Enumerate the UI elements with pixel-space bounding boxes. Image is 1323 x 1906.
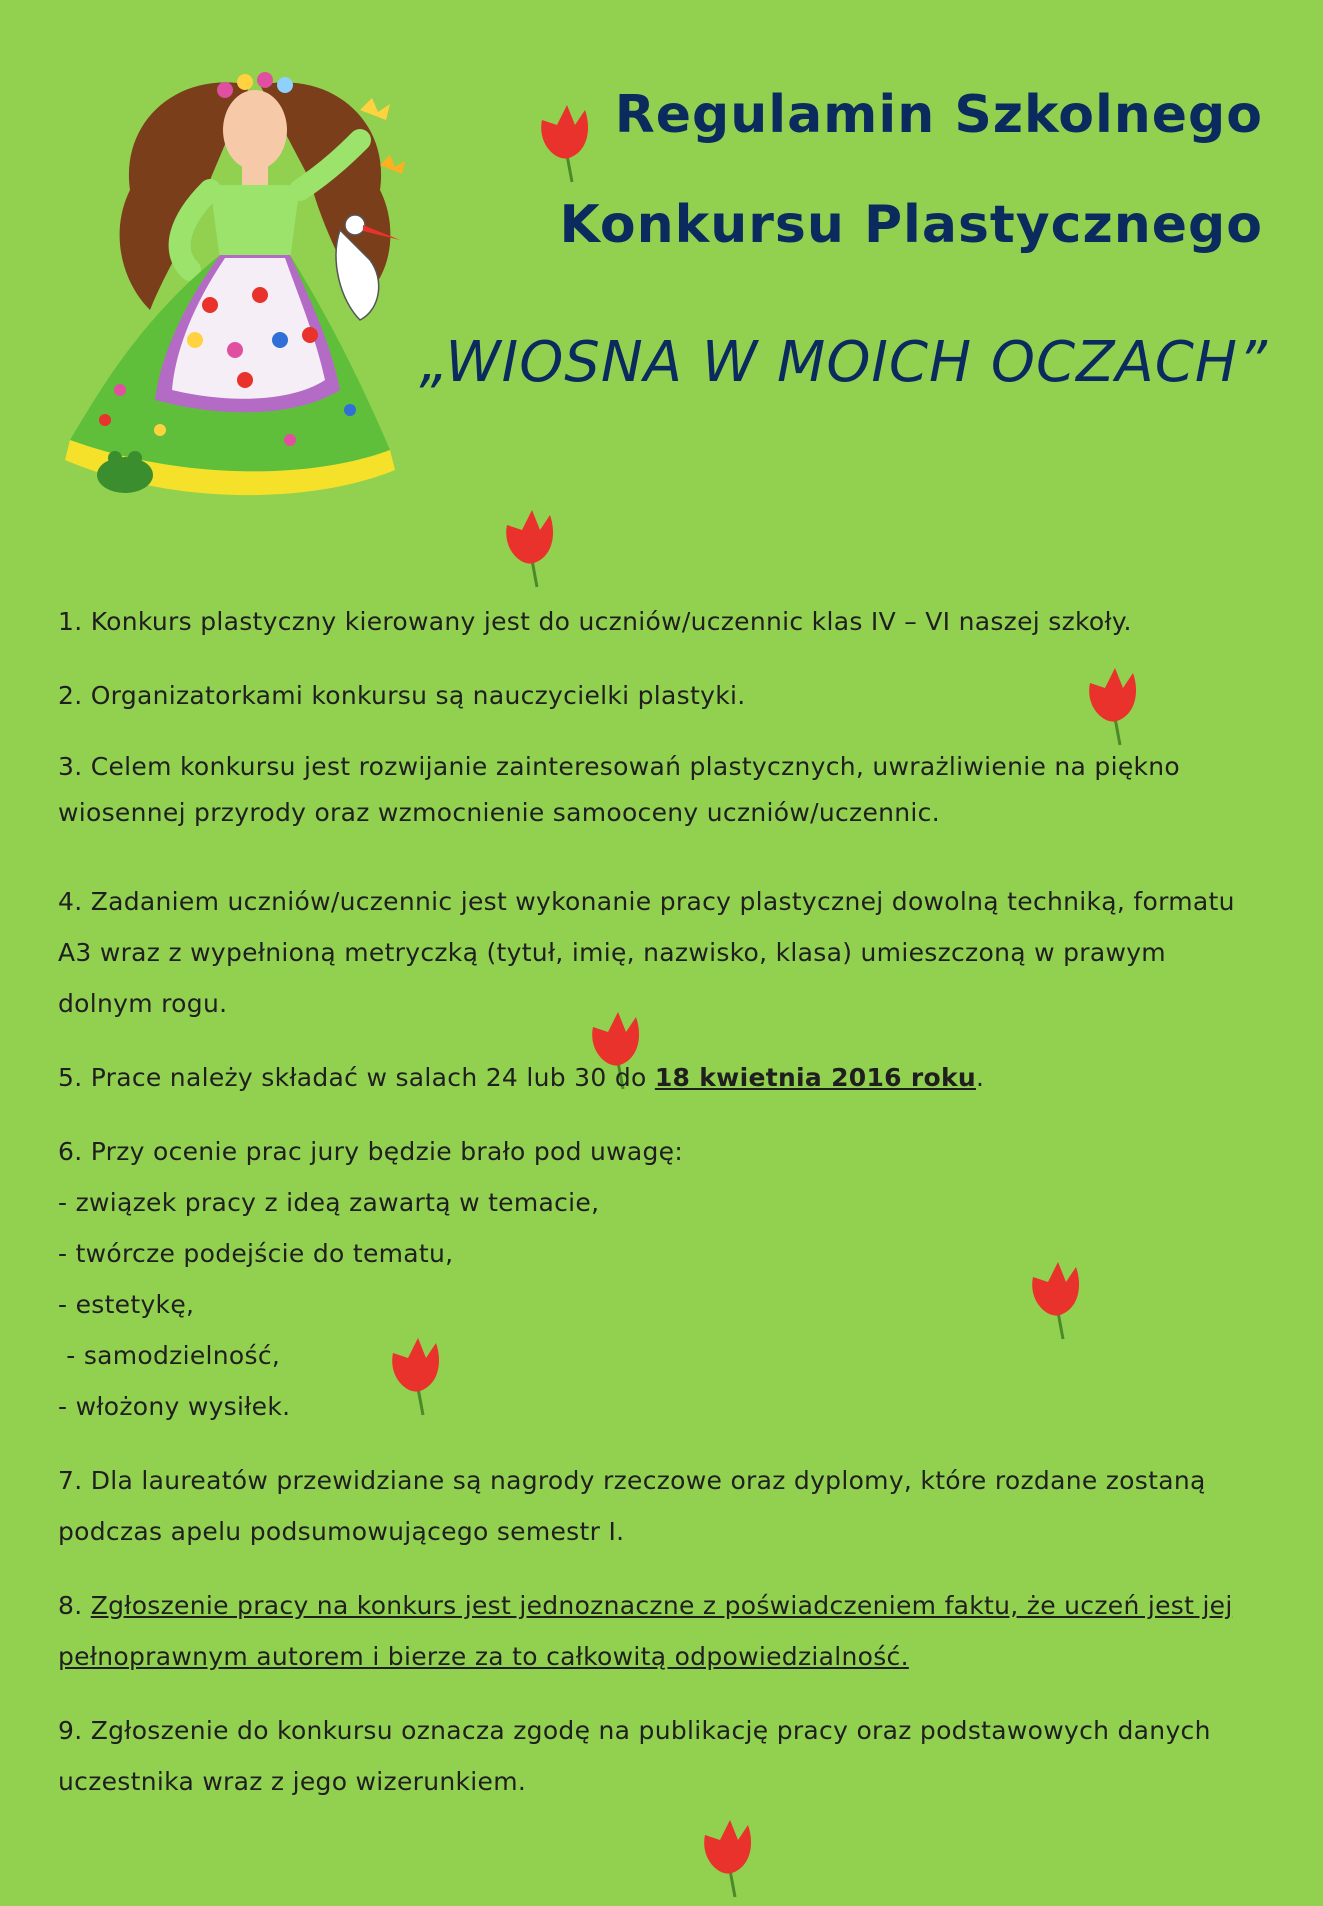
spring-girl-illustration (60, 60, 460, 530)
rule-4-line-2: A3 wraz z wypełnioną metryczką (tytuł, imię, nazwisko, klasa) umieszczoną w prawym (58, 938, 1166, 967)
tulip-icon (527, 100, 597, 185)
rule-5-text: 5. Prace należy składać w salach 24 lub 30 do (58, 1063, 655, 1092)
deadline-date: 18 kwietnia 2016 roku (654, 1063, 977, 1092)
rule-6-item: - włożony wysiłek. (58, 1392, 291, 1421)
rule-8-line-1 (58, 1580, 1273, 1631)
rule-6-item: - twórcze podejście do tematu, (58, 1239, 454, 1268)
rule-7-line-1: 7. Dla laureatów przewidziane są nagrody rzeczowe oraz dyplomy, które rozdane zostaną (58, 1466, 1206, 1495)
rule-1: 1. Konkurs plastyczny kierowany jest do uczniów/uczennic klas IV – VI naszej szkoły. (58, 607, 1132, 636)
rule-8-number: 8. (58, 1591, 91, 1620)
title-line-3: „WIOSNA W MOICH OCZACH” (419, 330, 1268, 395)
rule-8-text: Zgłoszenie pracy na konkurs jest jednoznaczne z poświadczeniem faktu, że uczeń jest jej (90, 1591, 1233, 1620)
rule-5 (58, 1052, 1273, 1103)
rule-4-line-1: 4. Zadaniem uczniów/uczennic jest wykonanie pracy plastycznej dowolną techniką, formatu (58, 887, 1235, 916)
rule-5-suffix: . (976, 1063, 985, 1092)
rule-6: 6. Przy ocenie prac jury będzie brało pod uwagę: (58, 1137, 684, 1166)
rule-4-line-3: dolnym rogu. (58, 989, 228, 1018)
rule-9-line-1: 9. Zgłoszenie do konkursu oznacza zgodę na publikację pracy oraz podstawowych danych (58, 1716, 1211, 1745)
rule-3-line-2: wiosennej przyrody oraz wzmocnienie samooceny uczniów/uczennic. (58, 798, 940, 827)
title-line-1: Regulamin Szkolnego (614, 85, 1263, 145)
rules-list (58, 596, 1273, 1807)
rule-3-line-1: 3. Celem konkursu jest rozwijanie zainteresowań plastycznych, uwrażliwienie na piękno (58, 752, 1181, 781)
rule-9-line-2: uczestnika wraz z jego wizerunkiem. (58, 1767, 527, 1796)
rule-6-item: - związek pracy z ideą zawartą w temacie, (58, 1188, 600, 1217)
rule-8-line-2: pełnoprawnym autorem i bierze za to całkowitą odpowiedzialność. (58, 1642, 909, 1671)
rule-6-item: - estetykę, (58, 1290, 195, 1319)
tulip-icon (492, 505, 562, 590)
title-line-2: Konkursu Plastycznego (559, 195, 1263, 255)
rule-2: 2. Organizatorkami konkursu są nauczycielki plastyki. (58, 681, 746, 710)
tulip-icon (690, 1815, 760, 1900)
rule-7-line-2: podczas apelu podsumowującego semestr I. (58, 1517, 625, 1546)
rule-6-item: - samodzielność, (58, 1341, 281, 1370)
